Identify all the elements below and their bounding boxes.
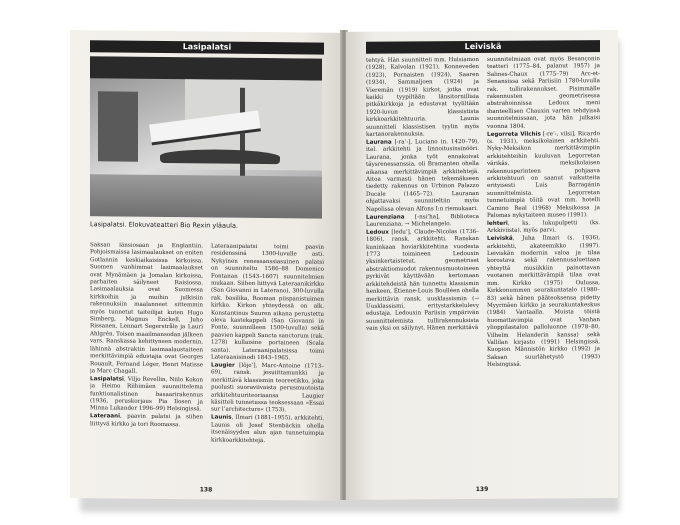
left-page-header: Lasipalatsi <box>90 40 324 54</box>
entry <box>487 220 600 236</box>
entry-body: [ledu’], Claude-Nicolas (1736–1806), ransk. arkkitehti. Ranskan kuninkaan hoviarkkitehtina vuodesta 1773 toimineen Ledouxin yksinkertaistetut, geometriset abstraktiomuodot rakennusmuotoineen pyrkivät käyttävään kertomaan arkkitehdeistä hän tunnettu klassismin henkeen, Étienne-Louis Boulléen ohella merkittävin ransk. uusklassismin (→ Uusklassismi, eritystarkkelulevy edustaja. Ledouxin Pariisin ympärivän suunnittelemista tullirakennuksista vain yksi on säilynyt. Hänen merkittävä <box>366 228 479 332</box>
entry <box>487 131 600 221</box>
entry-body: [-re’-, vilsi], Ricardo (s. 1931), meksikolainen arkkitehti. Nyky-Meksikon merkittävimpiin arkkitehteihin kuuluvan Legorretan värikäs, meksikolaisen rakennusperinteen pohjaava arkkitehtuuri on saanut vaikutteita erityisesti Luis Barragánin suunnittelmista. Legorretan tunnetuimpia töitä ovat mm. hotelli Camino Real (1968) Meksikossa ja Palomas nykytaiteen museo (1991). <box>487 130 600 219</box>
entry-body: [-ra’-], Luciano (n. 1420–79), ital. arkkitehti ja linnoitusinsinööri. Laurana, jonka työt ennakoivat täysrenessanssia, oli Bramanten ohella aikansa merkittävimpiä arkkitehtejä. Aitoa varmasti hänen tekemäkseen tiedetty rakennus on Urbinon Palazzo Ducale (1465–72). Lauranan ohjattavaksi suunniteltiin myös Napolissa olevan Alfons I:n riemukaari. <box>366 138 479 213</box>
entry <box>487 235 600 369</box>
lasipalatsi-photo <box>90 56 322 218</box>
right-page-header: Leiviskä <box>366 40 600 54</box>
photo-column <box>240 88 245 183</box>
photo-window <box>98 91 138 161</box>
photo-ceiling <box>90 56 322 80</box>
entry-text: Lateraanipalatsi toimi paavin residenssinä 1300-luvulle asti. Nykyinen renessanssiasuinen palatsi on suunniteltu 1586–88 Domenico Fontanan (1543–1607) suunnitelmien mukaan. Siihen liittyvä Lateraanikirkko (San Giovanni in Laterano), 300-luvulla rak. basilika, Rooman piispanistuimen kirkko. Kirkon yhteydessä on alk. Konstantinus Suuren aikana perustettu oleva kastekappeli (San Giovanni in Fonte, suunnilleen 1500-luvulla) sekä paavien kappeli Sancta sanctorum (rak. 1278) kullaisine portaineen (Scala santa). Lateraanipalatsissa toimi Lateraanisinodi 1843–1965. <box>211 243 324 362</box>
entry <box>211 415 324 446</box>
right-page-number: 139 <box>475 485 489 493</box>
left-page-number: 138 <box>199 486 213 494</box>
entry-headword: Lasipalatsi <box>90 376 124 383</box>
entry-headword: Laugier <box>211 362 235 369</box>
left-page-columns <box>90 242 324 482</box>
left-page <box>70 30 342 501</box>
entry-body: [lõje’], Marc-Antoine (1713–69), ransk. jesuiittamunkki ja merkittävä klassismin teoreetikko, joka puolusti suoraviivaista perusmuotoista arkkitehtuuriteoriaansa Laugier käsitteli tunnetussa teoksessaan »Essai sur l’architecture« (1753). <box>211 362 324 414</box>
entry-headword: Laurana <box>366 139 392 146</box>
entry-headword: Launis <box>211 414 232 422</box>
entry-text: suunnitelmiaan ovat myös Besançonin teatteri (1775–84, palanut 1957) ja Salines-Chaux (1775–79) Arc-et-Senansissa sekä Pariisiin 1780-luvulla rak. tullirakennukset. Pisimmälle rakennusten geometrisessa abstrahoinnissa Ledoux meni ihanteellisen Chauxin varten tehdyissä suunnitelmissaan, jota hän julkaisi vuonna 1804. <box>487 56 600 130</box>
entry-text: tehtyä. Hän suunnitteli mm. Hulsiamon (1928), Kalvolan (1921), Konneveden (1923), Pornaisten (1924), Saaren (1934), Sammaljoen (1924) ja Vieremän (1919) kirkot, jotka ovat kaikki tyypiltään länsitornillisia pitkäkirkkoja ja edustavat tyyliltään 1920-luvun klassistista kirkkoarkkitehtuuria. Launis suunnitteli klassistisen tyylin myös kartanorakennuksia. <box>366 56 479 138</box>
photo-floor <box>90 174 322 218</box>
right-page-columns <box>366 56 600 482</box>
open-book <box>70 30 618 508</box>
entry-body: , paavin palatsi ja siihen liittyvä kirkko ja tori Roomassa. <box>90 413 203 428</box>
entry-body: , ks. lukupulpetti (ks. Arkkiviista), myös parvi. <box>487 220 600 235</box>
entry-headword: Ledoux <box>366 229 389 236</box>
entry <box>90 414 203 430</box>
entry-headword: Lateraani <box>90 413 121 420</box>
entry <box>211 362 324 415</box>
entry <box>366 229 479 333</box>
photo-caption: Lasipalatsi. Elokuvateatteri Bio Rexin yläaula. <box>90 220 238 230</box>
entry-body: , Viljo Revellin, Niilo Kokon ja Heimo Riihimäen suunnittelema funktionalistinen basaarirakennus (1936, peruskorjaus Pia Ilosen ja Minna Lukander 1996–99) Helsingissä. <box>90 376 203 413</box>
left-column-2 <box>211 243 324 482</box>
right-page <box>346 30 618 500</box>
entry <box>90 376 203 414</box>
entry-headword: Laurenziana <box>366 214 405 221</box>
entry-headword: Leiviskä <box>487 235 513 243</box>
entry-text: Saksan länsiosaan ja Englantiin. Pohjoismaissa lasimaalaukset on eniten Gotlannin keskiaikaisissa kirkoissa. Suomen vanhimmat lasimaalaukset ovat Mynämäen ja Jomalan kirkoissa, parhaiten säilyneet Raisiossa. Lasimaalauksia ovat Suomessa kirkkoihin ja muihin julkisiin rakennuksiin maalanneet sittemmin myös tunnetut taiteilijat kuten Hugo Simberg, Magnus Enckell, Juho Rissanen, Lennart Segerstråle ja Lauri Ahlgrén. Toisen maailmansodan jälkeen vars. Ranskassa kehittyneen modernin, lähinnä abstraktin lasimaalaustaiteen merkittävimpiä edustajia ovat Georges Rouault, Fernand Léger, Henri Matisse ja Marc Chagall. <box>90 242 203 375</box>
entry <box>366 139 479 214</box>
entry-body: , Juha Ilmari (s. 1936), arkkitehti, akateemikko (1997). Leiviskän modernin valoa ja tilaa korostava sekä rakennusaluettaan yhteyttä musiikkiin painottavan vuotanen merkittävämpiä tilaa ovat mm. Kirkko (1975) Oulussa, Kirkkonummen seurakuntatalo (1980–83) sekä hänen pääteoksensa pidetty Myyrmäen kirkko ja seurakuntakeskus (1984) Vantaalla. Muista töistä huomattavimpia ovat Vanhan ylioppilastalon palloluonne (1978–80, Vilhelm Helanderin kanssa) sekä Vallilan kirjasto (1991) Helsingissä, Kuopion Männistön kirkko (1992) ja Saksan suurlähetystö (1993) Helsingissä. <box>487 235 600 369</box>
entry-body: [-nsi’ha], Biblioteca Laurenziana, → Michelangelo. <box>366 213 479 228</box>
entry-headword: Legorreta Vilchis <box>487 131 541 138</box>
entry-headword: lehteri <box>487 220 508 227</box>
right-column-2 <box>487 56 600 481</box>
entry-body: , Ilmari (1881–1955), arkkitehti. Launis oli Josef Stenbäckin ohella itsenäisyyden alun ajan tunnetuimpia kirkkoarkkitehtejä. <box>211 415 324 444</box>
right-column-1 <box>366 57 479 482</box>
left-column-1 <box>90 242 203 481</box>
photo-balustrade <box>160 149 280 164</box>
entry <box>366 214 479 230</box>
